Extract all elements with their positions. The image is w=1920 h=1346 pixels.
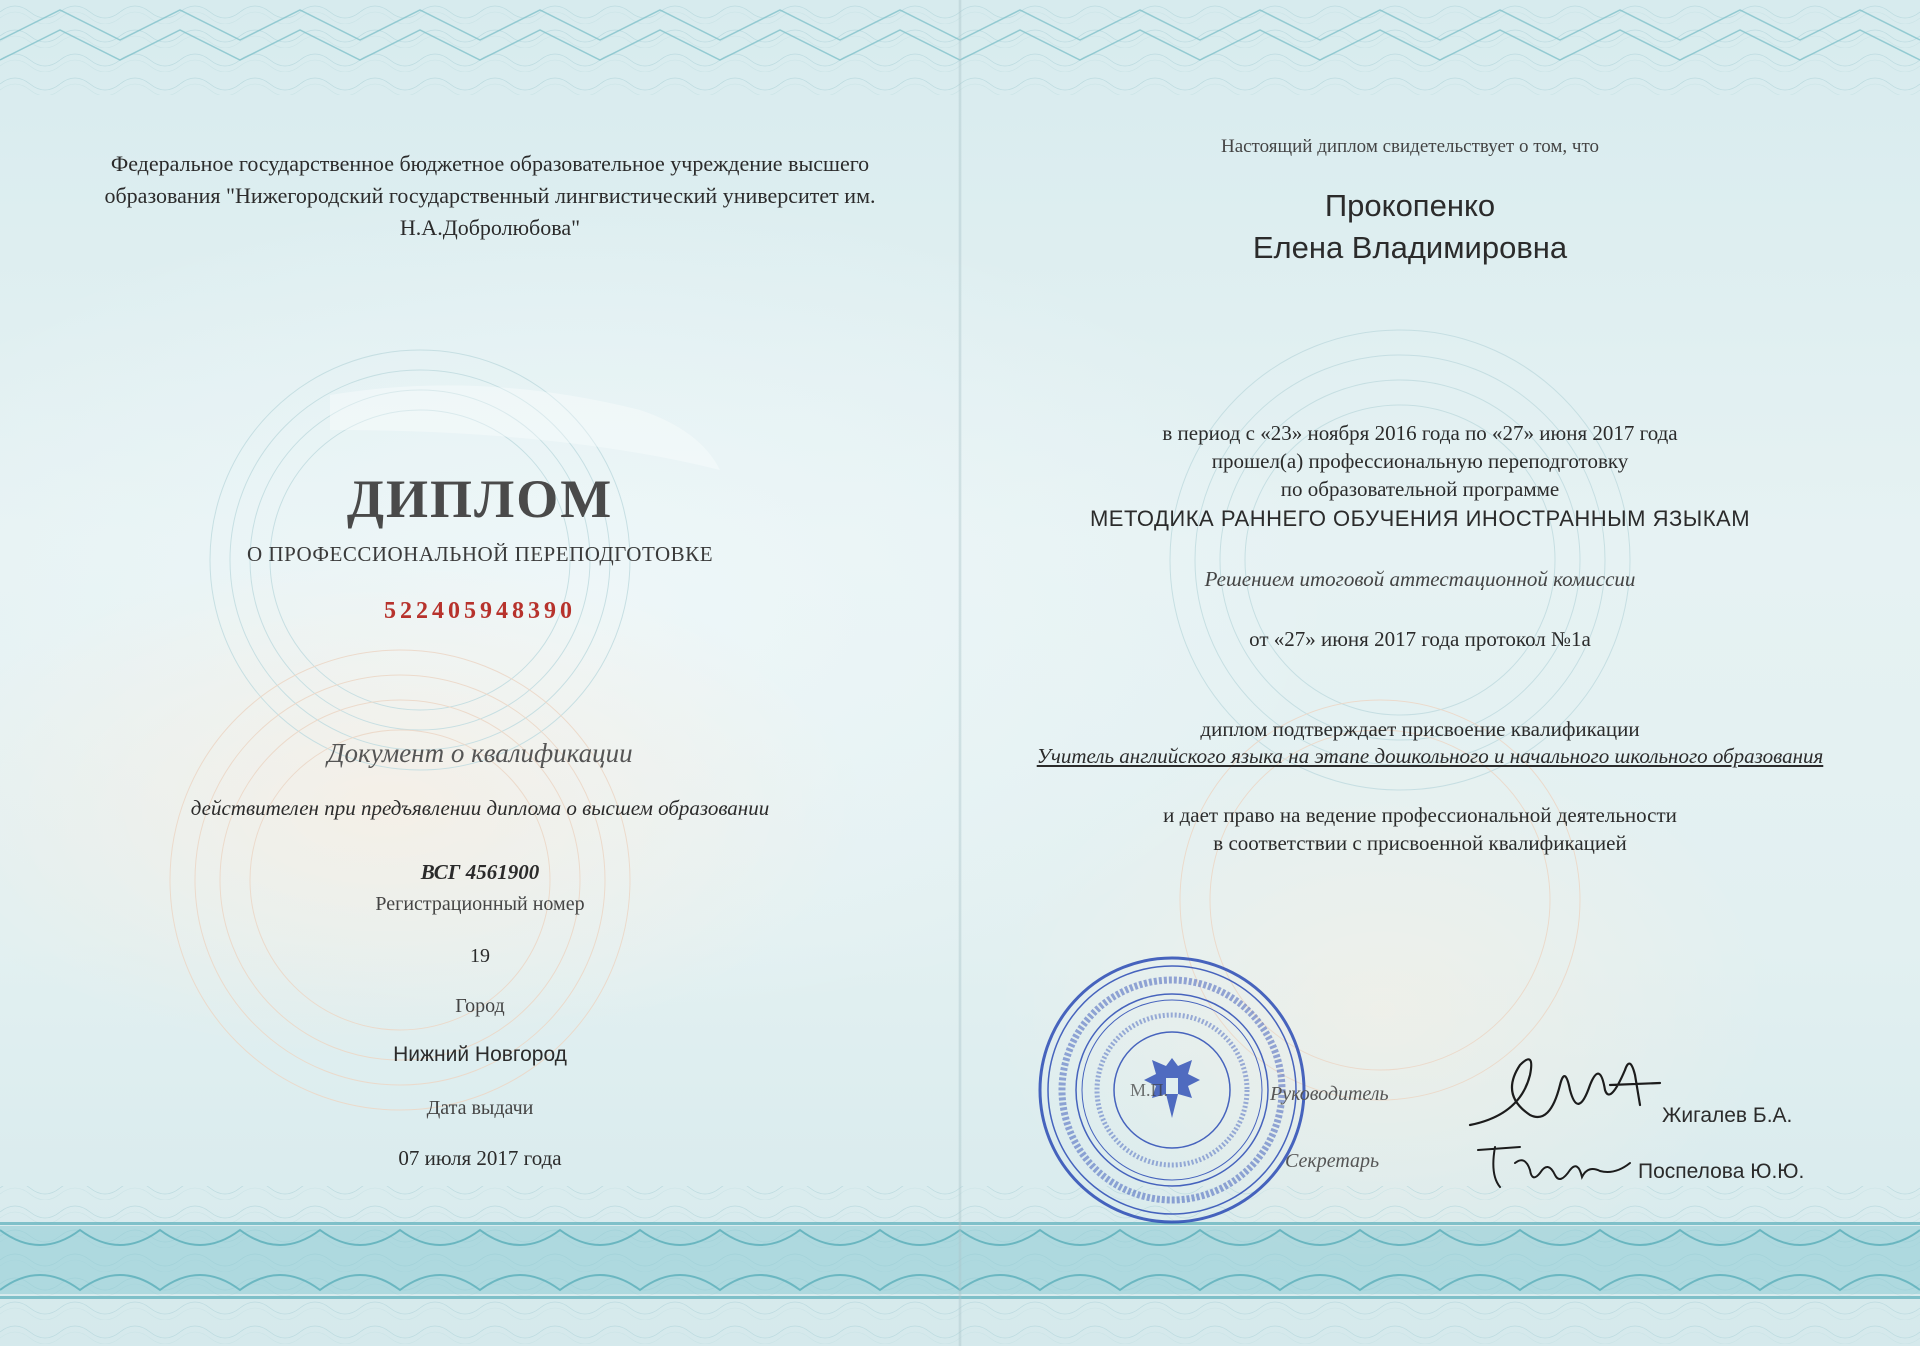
holder-given-names: Елена Владимировна [1252, 230, 1568, 265]
secretary-name: Поспелова Ю.Ю. [1638, 1160, 1805, 1183]
registration-number-label: Регистрационный номер [375, 893, 585, 915]
secretary-signature [1470, 1135, 1640, 1195]
stamp-mark: М.П. [1130, 1080, 1169, 1100]
program-label: по образовательной программе [1280, 477, 1560, 501]
document-subtitle: О ПРОФЕССИОНАЛЬНОЙ ПЕРЕПОДГОТОВКЕ [246, 542, 714, 566]
center-fold [958, 0, 962, 1346]
qualification-document-label: Документ о квалификации [327, 738, 633, 768]
holder-surname: Прокопенко [1324, 188, 1496, 223]
city-label: Город [455, 995, 505, 1017]
issue-date-value: 07 июля 2017 года [398, 1146, 562, 1170]
head-role-label: Руководитель [1270, 1083, 1389, 1105]
city-value: Нижний Новгород [393, 1043, 567, 1066]
rights-statement-cont: в соответствии с присвоенной квалификацией [1213, 831, 1627, 855]
head-signature [1460, 1045, 1670, 1135]
document-title: ДИПЛОМ [346, 469, 614, 529]
head-name: Жигалев Б.А. [1662, 1104, 1793, 1127]
higher-education-diploma-number: ВСГ 4561900 [420, 860, 540, 884]
commission-decision: Решением итоговой аттестационной комиссии [1204, 567, 1636, 591]
serial-number: 522405948390 [384, 598, 576, 624]
rights-statement: и дает право на ведение профессиональной деятельности [1163, 803, 1677, 827]
qualification-name: Учитель английского языка на этапе дошкольного и начального школьного образования [1036, 744, 1824, 768]
qualification-confirmation: диплом подтверждает присвоение квалификации [1200, 717, 1640, 741]
retraining-statement: прошел(а) профессиональную переподготовку [1211, 449, 1629, 473]
registration-number-value: 19 [470, 945, 490, 967]
validity-note: действителен при предъявлении диплома о высшем образовании [190, 796, 770, 820]
secretary-role-label: Секретарь [1285, 1150, 1380, 1172]
program-name: МЕТОДИКА РАННЕГО ОБУЧЕНИЯ ИНОСТРАННЫМ ЯЗЫКАМ [1089, 506, 1751, 531]
training-period: в период с «23» ноября 2016 года по «27» июня 2017 года [1162, 421, 1678, 445]
protocol-reference: от «27» июня 2017 года протокол №1а [1249, 627, 1591, 651]
issue-date-label: Дата выдачи [426, 1097, 534, 1119]
certifies-statement: Настоящий диплом свидетельствует о том, что [1220, 136, 1600, 157]
institution-name: Федеральное государственное бюджетное образовательное учреждение высшего образования "Нижегородский государственный лингвистический университет им. Н.А.Добролюбова" [104, 151, 876, 240]
